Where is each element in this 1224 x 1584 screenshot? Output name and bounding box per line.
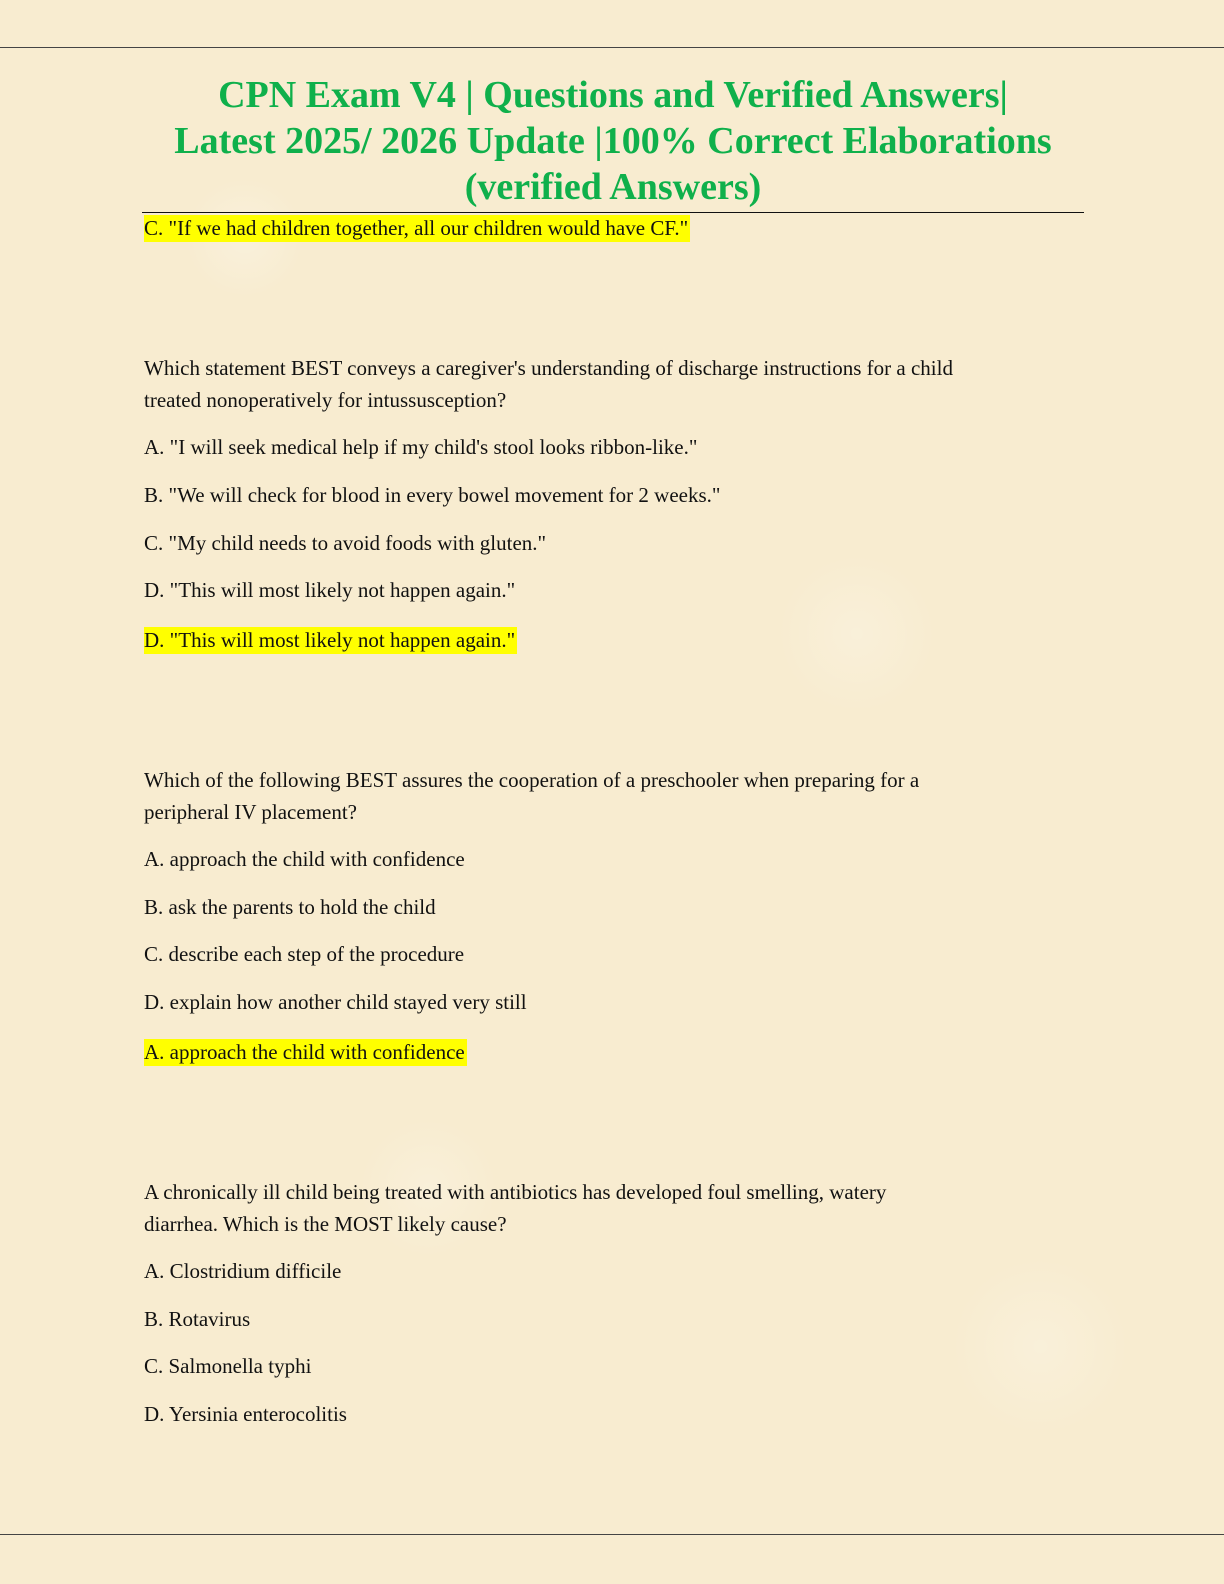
question-stem-line: Which statement BEST conveys a caregiver's understanding of discharge instructions for a child: [144, 356, 953, 380]
option: [144, 938, 1084, 970]
option: [144, 527, 1084, 559]
option-text: C. Salmonella typhi: [144, 1354, 312, 1378]
answer-block: [144, 624, 1084, 656]
question-stem-line: treated nonoperatively for intussusception?: [144, 388, 507, 412]
option-text: A. approach the child with confidence: [144, 847, 465, 871]
option: [144, 843, 1084, 875]
option-text: C. "My child needs to avoid foods with gluten.": [144, 531, 547, 555]
option: [144, 986, 1084, 1018]
top-rule: [0, 47, 1224, 48]
option: [144, 479, 1084, 511]
option: [144, 574, 1084, 606]
bottom-rule: [0, 1534, 1224, 1535]
option-text: D. "This will most likely not happen again.": [144, 578, 516, 602]
question-stem-line: diarrhea. Which is the MOST likely cause?: [144, 1212, 507, 1236]
option-text: B. "We will check for blood in every bowel movement for 2 weeks.": [144, 483, 721, 507]
document-title: [142, 72, 1084, 213]
title-line-1: CPN Exam V4 | Questions and Verified Answers|: [218, 74, 1008, 116]
option: [144, 431, 1084, 463]
question-3: [144, 1176, 1084, 1240]
option-text: A. "I will seek medical help if my child's stool looks ribbon-like.": [144, 435, 698, 459]
highlighted-answer: D. "This will most likely not happen again.": [144, 628, 516, 652]
option: [144, 1398, 1084, 1430]
question-2: [144, 764, 1084, 828]
option: [144, 1255, 1084, 1287]
option-text: A. Clostridium difficile: [144, 1259, 342, 1283]
option-text: B. ask the parents to hold the child: [144, 895, 436, 919]
highlighted-answer: A. approach the child with confidence: [144, 1040, 465, 1064]
answer-block: [144, 1036, 1084, 1068]
option-text: D. Yersinia enterocolitis: [144, 1402, 347, 1426]
option-text: C. describe each step of the procedure: [144, 942, 465, 966]
previous-answer-block: [144, 212, 1084, 244]
highlighted-answer: C. "If we had children together, all our children would have CF.": [144, 216, 689, 240]
option: [144, 1350, 1084, 1382]
question-stem-line: A chronically ill child being treated with antibiotics has developed foul smelling, watery: [144, 1180, 887, 1204]
option: [144, 891, 1084, 923]
option-text: B. Rotavirus: [144, 1307, 251, 1331]
option-text: D. explain how another child stayed very still: [144, 990, 527, 1014]
question-1: [144, 352, 1084, 416]
title-line-2: Latest 2025/ 2026 Update |100% Correct Elaborations: [174, 120, 1052, 162]
title-line-3: (verified Answers): [464, 166, 762, 208]
question-stem-line: Which of the following BEST assures the cooperation of a preschooler when preparing for a: [144, 768, 920, 792]
option: [144, 1303, 1084, 1335]
question-stem-line: peripheral IV placement?: [144, 800, 358, 824]
